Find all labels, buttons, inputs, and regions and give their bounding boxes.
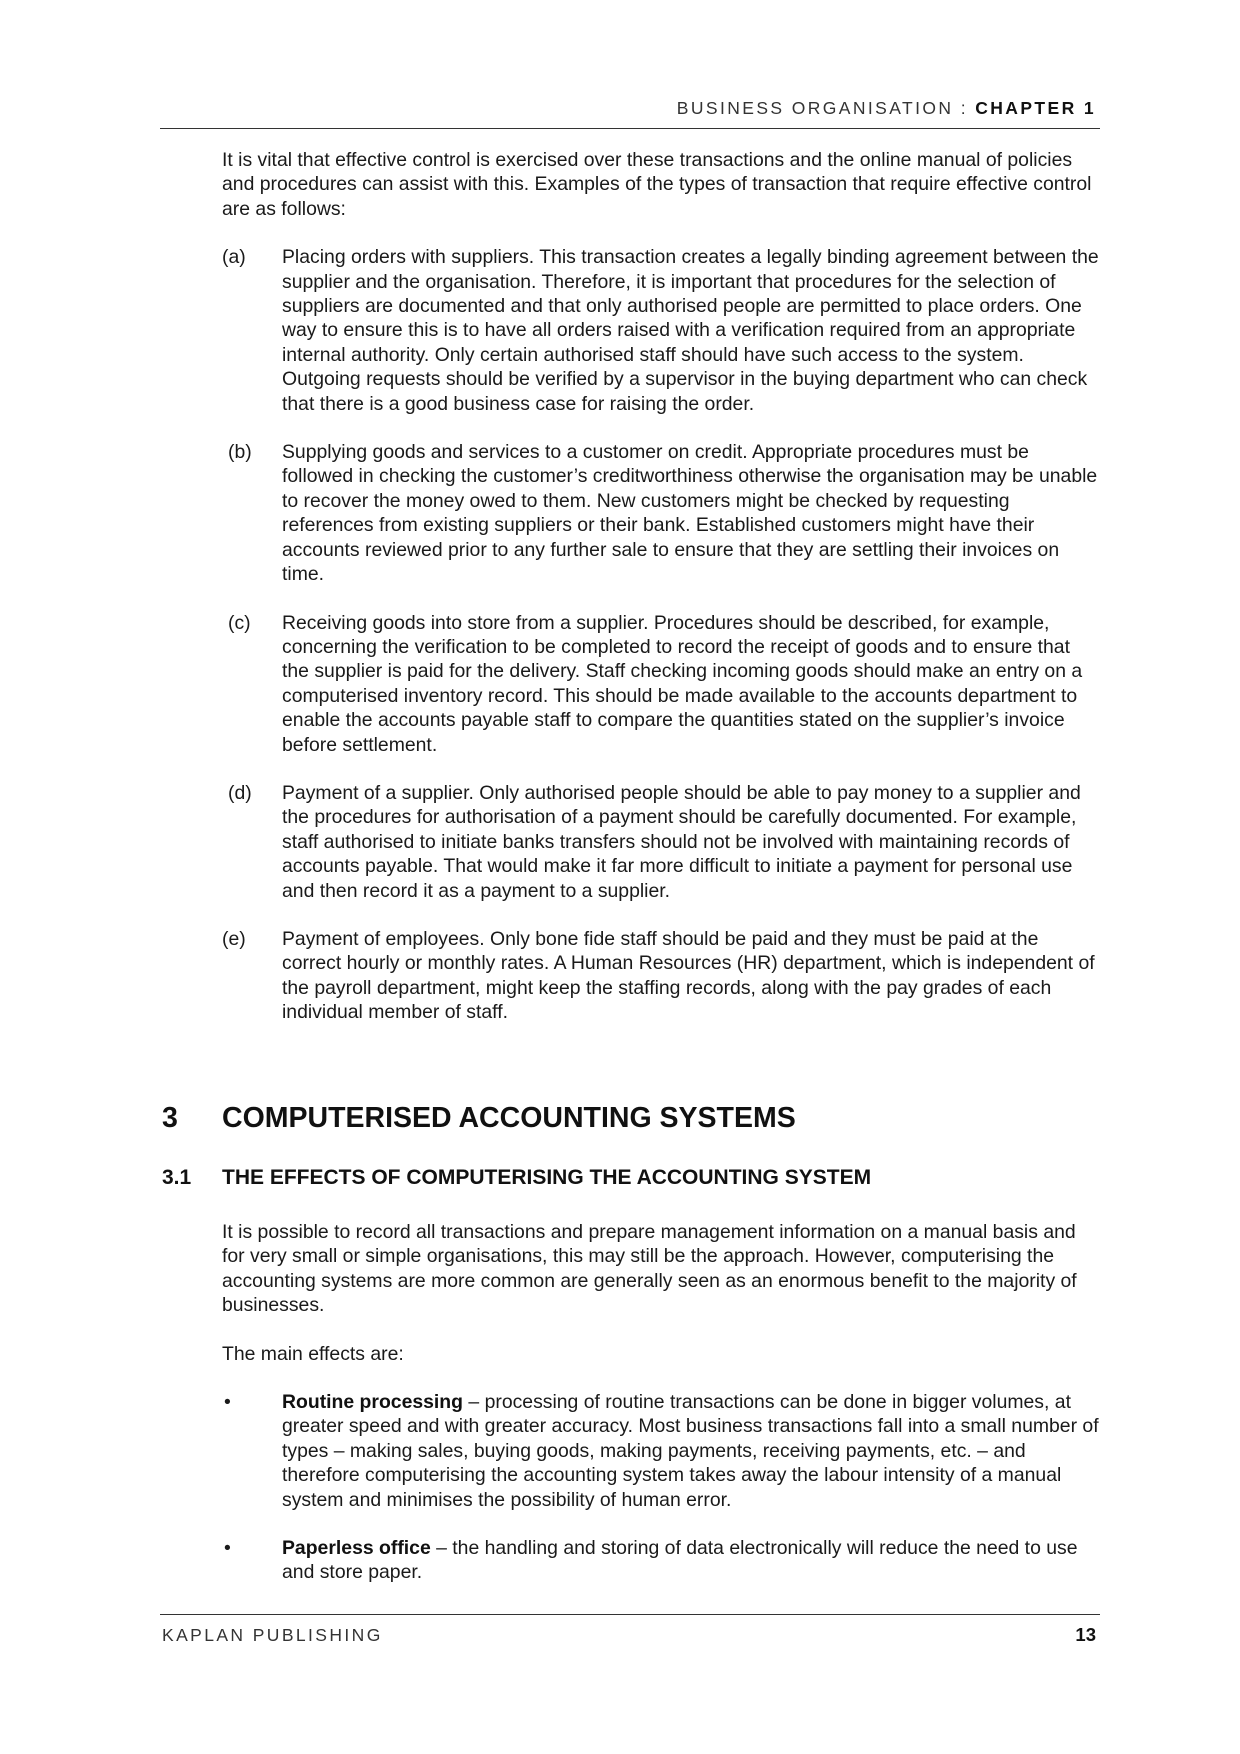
list-item: [222, 927, 1100, 1025]
bullet-text: – processing of routine transactions can be done in bigger volumes, at greater speed and with greater accuracy. Most business transactions fall into a small number of types – making sales, buying goods, making payments, receiving payments, etc. – and therefore computerising the accounting system takes away the labour intensity of a manual system and minimises the possibility of human error.: [282, 1391, 1099, 1511]
list-item: [222, 781, 1100, 903]
bullet-icon: •: [224, 1537, 231, 1560]
section-number: 3: [162, 1102, 178, 1134]
list-item-text: Supplying goods and services to a customer on credit. Appropriate procedures must be followed in checking the customer’s creditworthiness otherwise the organisation may be unable to recover the money owed to them. New customers might be checked by requesting references from existing suppliers or their bank. Established customers might have their accounts reviewed prior to any further sale to ensure that they are settling their invoices on time.: [282, 441, 1098, 586]
effects-section: [222, 1220, 1100, 1609]
section-title: COMPUTERISED ACCOUNTING SYSTEMS: [222, 1102, 796, 1134]
body-paragraph: It is possible to record all transactions and prepare management information on a manual basis and for very small or simple organisations, this may still be the approach. However, computerising the accounting systems are more common are generally seen as an enormous benefit to the majority of businesses.: [222, 1221, 1077, 1317]
list-marker: (c): [228, 611, 251, 634]
list-marker: (d): [228, 781, 252, 804]
page-footer: [160, 1614, 1100, 1645]
publisher-name: KAPLAN PUBLISHING: [162, 1625, 383, 1645]
running-head-section: BUSINESS ORGANISATION: [676, 98, 954, 118]
list-item-text: Receiving goods into store from a supplier. Procedures should be described, for example, concerning the verification to be completed to record the receipt of goods and to ensure that the supplier is paid for the delivery. Staff checking incoming goods should make an entry on a computerised inventory record. This should be made available to the accounts department to enable the accounts payable staff to compare the quantities stated on the supplier’s invoice before settlement.: [282, 611, 1083, 756]
list-item-text: Placing orders with suppliers. This transaction creates a legally binding agreement between the supplier and the organisation. Therefore, it is important that procedures for the selection of suppliers are documented and that only authorised people are permitted to place orders. One way to ensure this is to have all orders raised with a verification required from an appropriate internal authority. Only certain authorised staff should have such access to the system. Outgoing requests should be verified by a supervisor in the buying department who can check that there is a good business case for raising the order.: [282, 246, 1099, 415]
effects-intro: The main effects are:: [222, 1342, 404, 1365]
list-item-text: Payment of employees. Only bone fide staff should be paid and they must be paid at the correct hourly or monthly rates. A Human Resources (HR) department, which is independent of the payroll department, might keep the staffing records, along with the pay grades of each individual member of staff.: [282, 927, 1095, 1024]
intro-paragraph: It is vital that effective control is exercised over these transactions and the online manual of policies and procedures can assist with this. Examples of the types of transaction that require effective control are as follows:: [222, 149, 1092, 220]
list-item: [222, 440, 1100, 586]
bullet-term: Routine processing: [282, 1391, 464, 1414]
subsection-title: THE EFFECTS OF COMPUTERISING THE ACCOUNTING SYSTEM: [222, 1166, 872, 1189]
bullet-text: – the handling and storing of data electronically will reduce the need to use and store paper.: [282, 1537, 1078, 1584]
controls-section: [222, 148, 1100, 1049]
running-head: [677, 98, 1096, 119]
running-head-chapter: CHAPTER 1: [975, 98, 1096, 118]
bullet-item: [222, 1536, 1100, 1585]
list-marker: (e): [222, 927, 246, 950]
page-header: [160, 94, 1100, 129]
list-item: [222, 245, 1100, 416]
bullet-term: Paperless office: [282, 1537, 431, 1560]
subsection-number: 3.1: [162, 1166, 192, 1189]
bullet-icon: •: [224, 1391, 231, 1414]
bullet-item: [222, 1390, 1100, 1512]
subsection-heading: [162, 1166, 871, 1190]
list-item-text: Payment of a supplier. Only authorised people should be able to pay money to a supplier and the procedures for authorisation of a payment should be carefully documented. For example, staff authorised to initiate banks transfers should not be involved with maintaining records of accounts payable. That would make it far more difficult to initiate a payment for personal use and then record it as a payment to a supplier.: [282, 781, 1081, 902]
page-number: 13: [1075, 1624, 1096, 1645]
running-head-separator: :: [960, 98, 968, 118]
list-marker: (a): [222, 246, 246, 269]
list-item: [222, 611, 1100, 757]
list-marker: (b): [228, 441, 252, 464]
section-heading: [162, 1102, 796, 1135]
